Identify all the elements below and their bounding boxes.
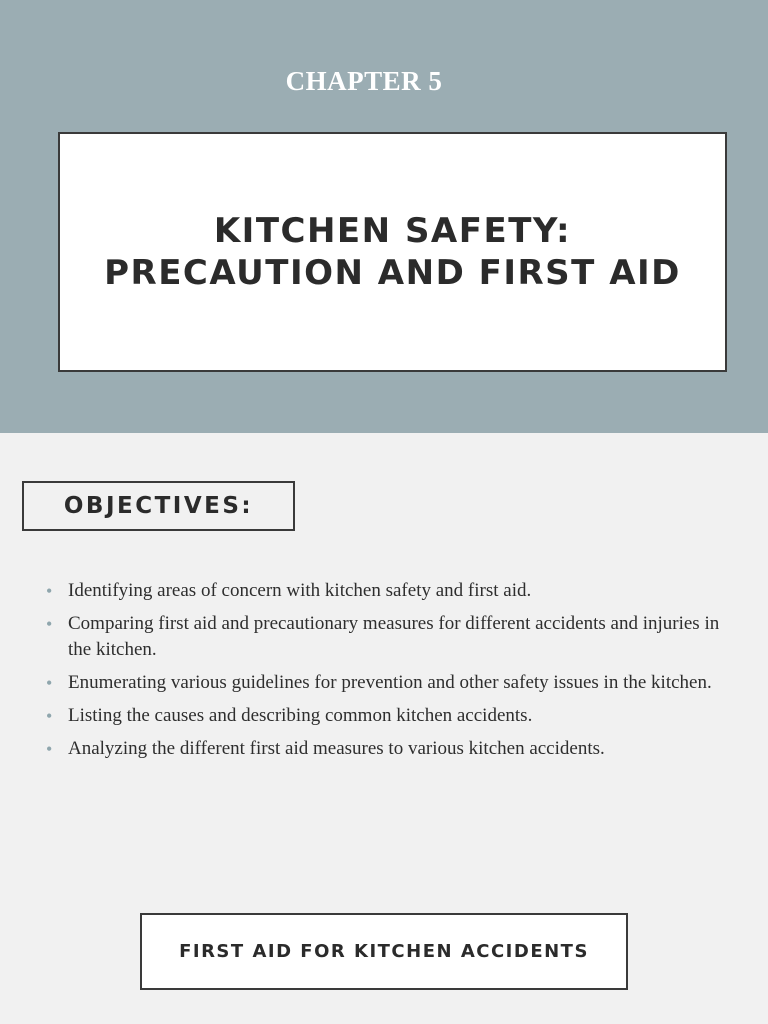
section-link-label: FIRST AID FOR KITCHEN ACCIDENTS	[179, 941, 589, 962]
bullet-icon: •	[46, 581, 53, 601]
list-item	[44, 703, 744, 729]
list-item-text: Enumerating various guidelines for prevention and other safety issues in the kitchen.	[68, 672, 712, 693]
objectives-heading-box	[22, 481, 295, 531]
list-item-text: Listing the causes and describing common kitchen accidents.	[68, 705, 533, 726]
list-item-text: Comparing first aid and precautionary measures for different accidents and injuries in the kitchen.	[68, 613, 720, 660]
list-item	[44, 578, 744, 604]
section-link-box[interactable]	[140, 913, 628, 990]
list-item	[44, 736, 744, 762]
list-item	[44, 670, 744, 696]
bullet-icon: •	[46, 706, 53, 726]
page-title: KITCHEN SAFETY: PRECAUTION AND FIRST AID	[104, 211, 681, 293]
bullet-icon: •	[46, 673, 53, 693]
list-item-text: Analyzing the different first aid measures to various kitchen accidents.	[68, 738, 605, 759]
title-box	[58, 132, 727, 372]
bullet-icon: •	[46, 614, 53, 634]
bullet-icon: •	[46, 739, 53, 759]
chapter-label: CHAPTER 5	[285, 66, 443, 96]
objectives-heading: OBJECTIVES:	[63, 493, 254, 519]
header-band	[0, 0, 768, 433]
list-item	[44, 611, 744, 663]
list-item-text: Identifying areas of concern with kitchen safety and first aid.	[68, 580, 532, 601]
objectives-list	[44, 578, 744, 769]
